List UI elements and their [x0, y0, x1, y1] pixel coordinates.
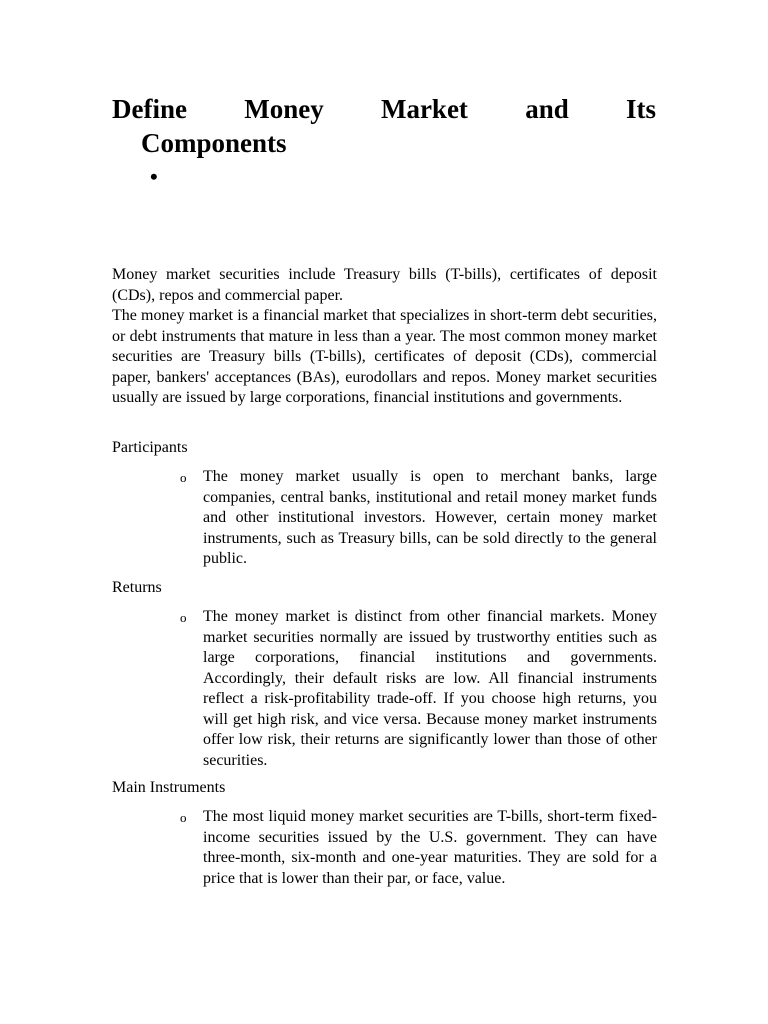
- title-word: Its: [625, 94, 656, 124]
- title-word: Define: [112, 94, 187, 124]
- intro-section: [112, 265, 657, 409]
- title-word: and: [525, 94, 569, 124]
- intro-paragraph-2: The money market is a financial market that specializes in short-term debt securities, or debt instruments that mature in less than a year. The most common money market securities are Treasury bills (T-bills), certificates of deposit (CDs), commercial paper, bankers' acceptances (BAs), eurodollars and repos. Money market securities usually are issued by large corporations, financial institutions and governments.: [112, 307, 657, 406]
- list-item: [180, 467, 657, 570]
- intro-paragraph-1: Money market securities include Treasury bills (T-bills), certificates of deposit (CDs), repos and commercial paper.: [112, 266, 657, 304]
- bullet-text: The money market is distinct from other financial markets. Money market securities normally are issued by trustworthy entities such as large corporations, financial institutions and governments. Accordingly, their default risks are low. All financial instruments reflect a risk-profitability trade-off. If you choose high returns, you will get high risk, and vice versa. Because money market instruments offer low risk, their returns are significantly lower than those of other securities.: [203, 608, 657, 769]
- title-line-2: Components: [141, 128, 287, 158]
- title-bullet: •: [150, 164, 158, 189]
- section-heading-main-instruments: Main Instruments: [112, 779, 226, 796]
- bullet-text: The most liquid money market securities are T-bills, short-term fixed-income securities issued by the U.S. government. They can have three-month, six-month and one-year maturities. They are sold for a price that is lower than their par, or face, value.: [203, 808, 657, 887]
- bullet-text: The money market usually is open to merchant banks, large companies, central banks, institutional and retail money market funds and other institutional investors. However, certain money market instruments, such as Treasury bills, can be sold directly to the general public.: [203, 468, 657, 567]
- section-heading-participants: Participants: [112, 439, 188, 456]
- section-heading-returns: Returns: [112, 579, 162, 596]
- title-word: Market: [380, 94, 468, 124]
- list-item: [180, 607, 657, 771]
- document-title: [112, 92, 656, 160]
- title-line-1: [112, 92, 656, 126]
- title-word: Money: [244, 94, 324, 124]
- bullet-marker-icon: o: [180, 810, 187, 825]
- bullet-marker-icon: o: [180, 470, 187, 485]
- bullet-marker-icon: o: [180, 610, 187, 625]
- list-item: [180, 807, 657, 889]
